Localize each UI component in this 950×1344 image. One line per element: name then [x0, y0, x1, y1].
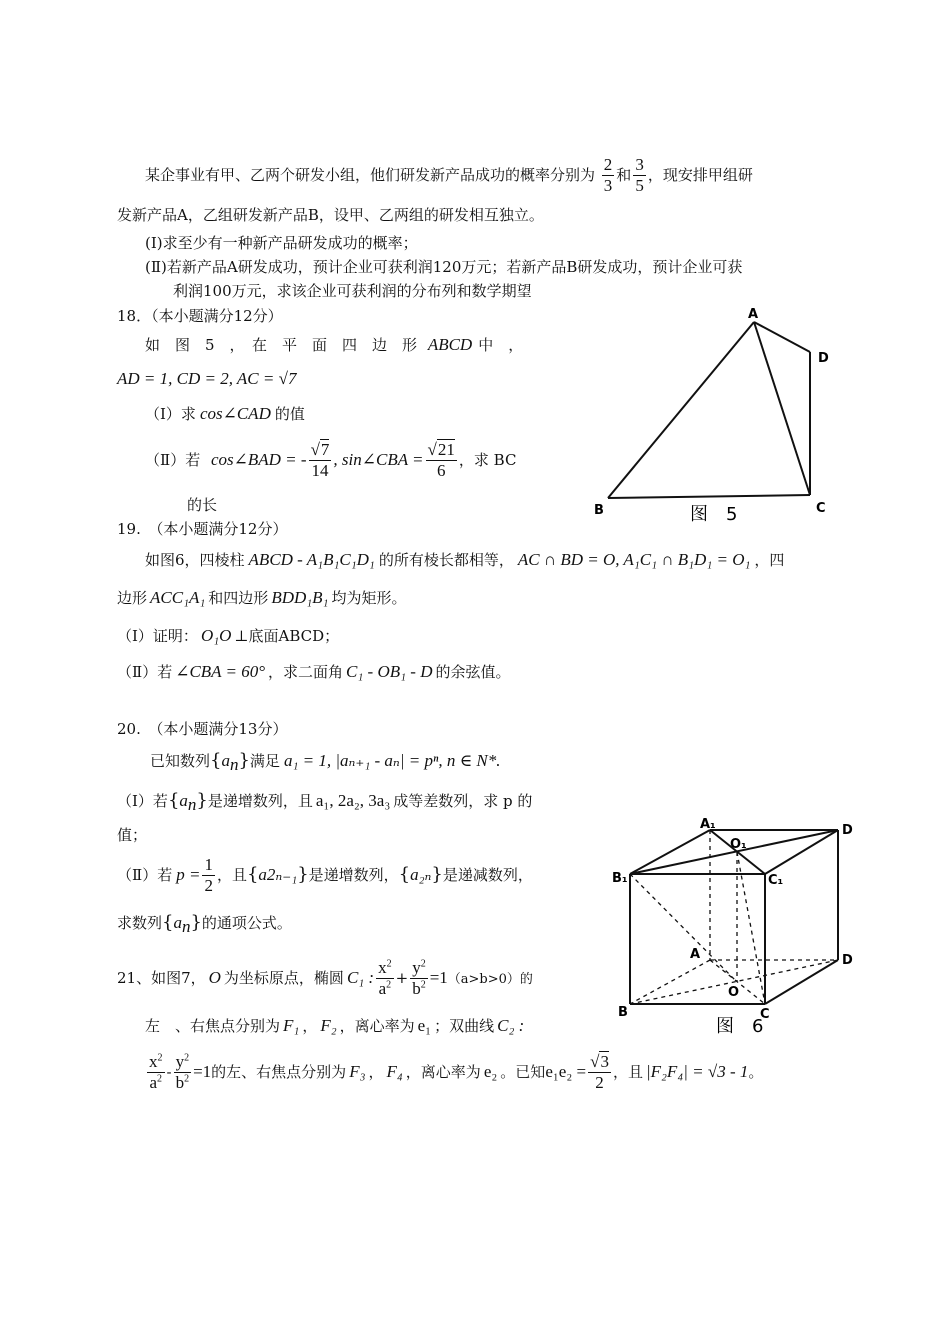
q19-line1: 如图6，四棱柱 ABCD - A₁B₁C₁D₁ 的所有棱长都相等， AC ∩ BD = O, A₁C₁ ∩ B₁D₁ = O₁ ，四 — [145, 550, 785, 569]
figure-5-caption: 图 5 — [690, 504, 738, 525]
q21-line3: $\frac{x^2}{a^2}$ - $\frac{y^2}{b^2}$ =1的左、右焦点分别为 F₃ ， F₄ ，离心率为 e₂ 。已知e₁e₂ = $\frac{√3}{2}$ ，且 |F₂F₄| = √3 - 1。 — [149, 1052, 764, 1093]
label-O: O — [728, 985, 740, 1000]
fraction-two-thirds: $\frac{2}{3}$ — [603, 155, 613, 196]
label-C: C — [760, 1007, 770, 1022]
label-A: A — [690, 947, 701, 962]
figure-5 — [590, 300, 850, 530]
q19-part1: （Ⅰ）证明： O₁O ⊥底面ABCD； — [117, 626, 340, 645]
q18-condition: AD = 1, CD = 2, AC = √7 — [117, 369, 297, 388]
label-A: A — [748, 307, 759, 322]
label-O1: O₁ — [730, 837, 747, 852]
fraction-y2-b2-hyperbola: $\frac{y^2}{b^2}$ — [175, 1052, 190, 1093]
label-B1: B₁ — [612, 871, 628, 886]
label-D: D — [818, 351, 829, 366]
figure-6 — [610, 812, 870, 1042]
edge-BC — [608, 495, 810, 498]
q18-part1: （Ⅰ）求 cos∠CAD 的值 — [145, 404, 305, 423]
q20-part1: （Ⅰ）若$\{a_n\}$是递增数列，且 a₁, 2a₂, 3a₃ 成等差数列，求 p 的 — [117, 790, 533, 814]
q19-line2: 边形 ACC₁A₁ 和四边形 BDD₁B₁ 均为矩形。 — [117, 588, 407, 607]
fraction-sqrt21-over-6: $\frac{√21}{6}$ — [427, 440, 455, 481]
edge-BA — [608, 322, 754, 498]
label-C1: C₁ — [768, 873, 784, 888]
fraction-sqrt3-over-2: $\frac{√3}{2}$ — [590, 1052, 609, 1093]
fraction-three-fifths: $\frac{3}{5}$ — [635, 155, 644, 196]
label-B: B — [618, 1005, 628, 1020]
label-D1: D — [842, 823, 853, 838]
fraction-y2-b2: $\frac{y^2}{b^2}$ — [412, 958, 426, 999]
q21-line1: 21、如图7， O 为坐标原点，椭圆 C₁ : $\frac{x^2}{a^2}$ + $\frac{y^2}{b^2}$ =1（a>b>0）的 — [117, 958, 533, 999]
q20-part2: （Ⅱ）若 p = $\frac{1}{2}$ ，且{a2ₙ₋₁}是递增数列，{a₂ₙ}是递减数列， — [117, 855, 533, 896]
q20-part2-line2: 求数列$\{a_n\}$的通项公式。 — [117, 912, 292, 936]
label-A1: A₁ — [700, 817, 716, 832]
fraction-x2-a2-hyperbola: $\frac{x^2}{a^2}$ — [149, 1052, 163, 1093]
figure-6-caption: 图 6 — [716, 1016, 764, 1037]
q18-part2-line2: 的长 — [187, 496, 218, 514]
q20-line1: 已知数列$\{a_n\}$满足 a₁ = 1, |aₙ₊₁ - aₙ| = pⁿ, n ∈ N*. — [150, 750, 501, 774]
q21-line2: 左 、右焦点分别为 F₁ ， F₂ ，离心率为 e₁ ；双曲线 C₂ : — [145, 1016, 525, 1035]
label-C: C — [816, 501, 826, 516]
q20-part1-line2: 值； — [117, 826, 148, 844]
q19-part2: （Ⅱ）若 ∠CBA = 60° ，求二面角 C₁ - OB₁ - D 的余弦值。 — [117, 662, 511, 681]
q18-part2: （Ⅱ）若 cos∠BAD = - $\frac{√7}{14}$ , sin∠CBA = $\frac{√21}{6}$ ，求 BC — [145, 440, 517, 481]
q17-intro-line1: 某企事业有甲、乙两个研发小组，他们研发新产品成功的概率分别为 $\frac{2}{3}$ 和 $\frac{3}{5}$ ，现安排甲组研 — [145, 155, 753, 196]
q17-part2-line2: 利润100万元，求该企业可获利润的分布列和数学期望 — [173, 282, 532, 300]
label-B: B — [594, 503, 604, 518]
fraction-sqrt7-over-14: $\frac{√7}{14}$ — [310, 440, 330, 481]
fraction-one-half: $\frac{1}{2}$ — [204, 855, 213, 896]
fraction-x2-a2: $\frac{x^2}{a^2}$ — [378, 958, 392, 999]
label-D: D — [842, 953, 853, 968]
q20-header: 20. （本小题满分13分） — [117, 720, 288, 738]
q19-header: 19. （本小题满分12分） — [117, 520, 288, 538]
q17-part2-line1: (Ⅱ)若新产品A研发成功，预计企业可获利润120万元；若新产品B研发成功，预计企业可获 — [145, 258, 743, 276]
q18-line1: 如 图 5 ， 在 平 面 四 边 形 ABCD 中 ， — [145, 335, 524, 354]
q17-intro-line2: 发新产品A，乙组研发新产品B，设甲、乙两组的研发相互独立。 — [117, 206, 544, 224]
q17-part1: (Ⅰ)求至少有一种新产品研发成功的概率； — [145, 234, 418, 252]
q18-header: 18．（本小题满分12分） — [117, 307, 283, 325]
